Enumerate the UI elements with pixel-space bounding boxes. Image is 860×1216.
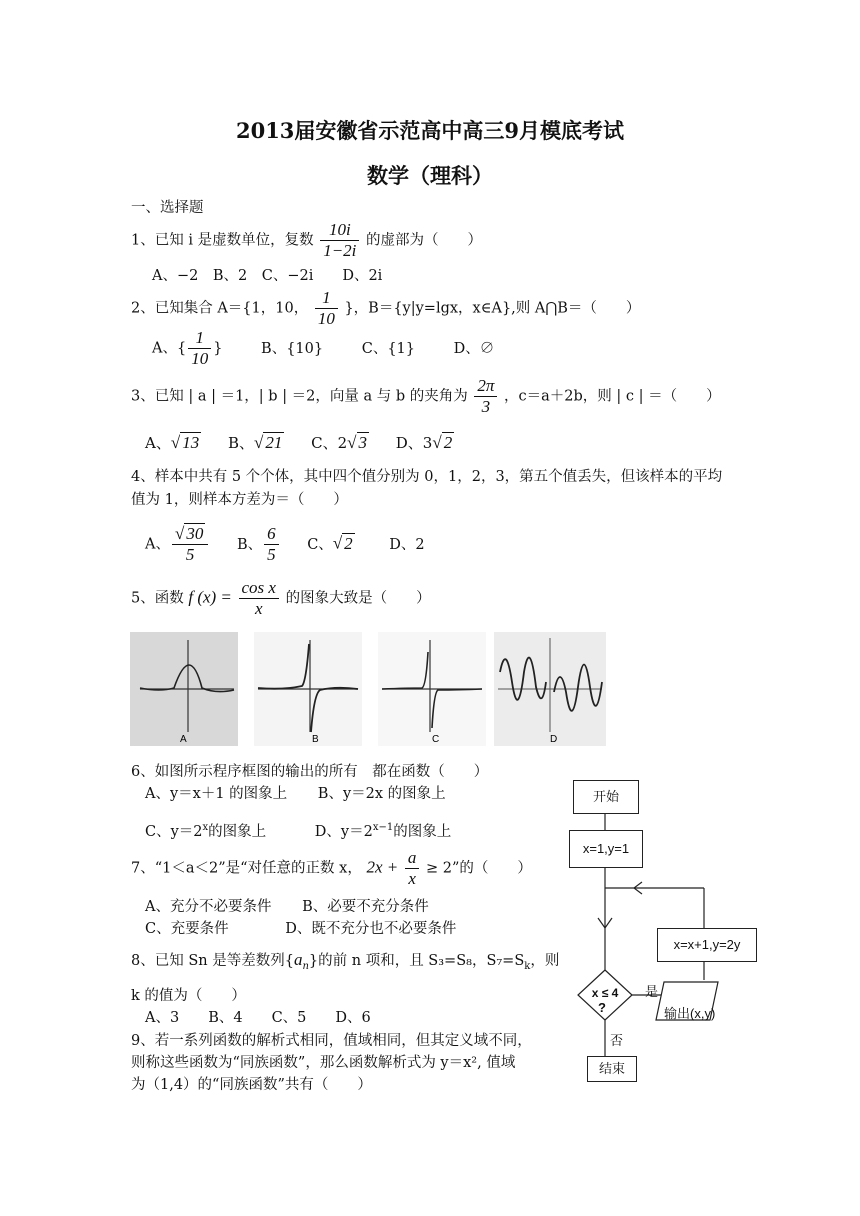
q7-opt-b: B、必要不充分条件	[302, 899, 429, 915]
q2-opt-a-den: 10	[191, 349, 209, 368]
q5-frac-num: cos x	[239, 578, 279, 599]
q9-line3: 为（1,4）的“同族函数”共有（ ）	[131, 1077, 372, 1093]
q3-opt-d-val: 2	[443, 433, 453, 452]
q4-options: A、 $\frac{√ 30}{5}$ B、 $\frac{6}{5}$ C、√ 2 D、2	[145, 524, 425, 564]
q6-opt-d-suffix: 的图象上	[393, 823, 452, 840]
q3-suffix: ，c＝a＋2b，则 | c | ＝（ ）	[504, 388, 721, 405]
q7-frac-num: a	[405, 848, 420, 869]
q7-opt-a: A、充分不必要条件	[145, 899, 272, 915]
q4-opt-a-den: 5	[185, 545, 195, 564]
flowchart-update: x=x+1,y=2y	[657, 928, 757, 962]
question-1	[131, 220, 482, 261]
q8-suffix: }的前 n 项和，且 S₃=S₈，S₇=S	[308, 953, 525, 969]
q4-opt-a-fraction: $\frac{√ 30}{5}$	[172, 524, 208, 565]
q6-opt-c-suffix: 的图象上	[208, 823, 267, 840]
q6-opt-d: D、y＝2	[314, 823, 373, 840]
q2-suffix: }，B＝{y|y=lgx，x∈A},则 A⋂B＝（ ）	[344, 300, 641, 317]
q4-opt-b-fraction	[264, 524, 279, 565]
q4-opt-b-num: 6	[264, 524, 279, 545]
q2-frac-num: 1	[315, 288, 338, 309]
flowchart-init: x=1,y=1	[569, 830, 643, 868]
q2-opt-a-fraction	[188, 328, 211, 369]
q4-opt-b: B、	[236, 536, 263, 553]
q4-opt-c: C、	[307, 536, 333, 553]
q9-line1: 9、若一系列函数的解析式相同，值域相同，但其定义域不同，	[131, 1033, 532, 1049]
q7-expr-pre: 2x +	[366, 857, 399, 877]
q7-fraction	[405, 848, 420, 889]
q7-options-ab	[145, 897, 429, 917]
q1-suffix: 的虚部为（ ）	[366, 232, 483, 249]
q6-options-ab	[145, 784, 446, 804]
section-heading: 一、选择题	[131, 200, 204, 216]
q3-fraction	[474, 376, 497, 417]
q2-opt-a-prefix: A、{	[152, 340, 187, 357]
q6-options-cd	[145, 818, 451, 842]
q3-prefix: 3、已知 | a | ＝1，| b | ＝2，向量 a 与 b 的夹角为	[131, 388, 468, 405]
flowchart-condition: x ≤ 4	[591, 986, 619, 1000]
q2-prefix: 2、已知集合 A＝{1，10，	[131, 300, 309, 317]
q5-figure-d-label: D	[550, 734, 558, 745]
q8-prefix: 8、已知 Sn 是等差数列{	[131, 953, 294, 969]
q2-options	[152, 328, 494, 369]
q2-frac-den: 10	[317, 309, 335, 328]
flowchart-yes-label: 是	[645, 984, 659, 999]
q4-line1: 4、样本中共有 5 个个体，其中四个值分别为 0，1，2，3，第五个值丢失，但该样本的平均	[131, 469, 723, 485]
q2-opt-c: C、{1}	[361, 340, 415, 357]
q3-options: A、√ 13 B、√ 21 C、2√ 3 D、3√ 2	[145, 433, 453, 452]
q5-figure-b	[254, 632, 362, 746]
q1-frac-num: 10i	[320, 220, 359, 241]
q5-figure-c-label: C	[432, 734, 440, 745]
q3-opt-b: B、	[227, 434, 254, 452]
q2-opt-d: D、∅	[453, 340, 495, 357]
question-2	[131, 288, 640, 329]
q4-opt-d: D、2	[389, 536, 425, 553]
flowchart-end: 结束	[587, 1056, 637, 1082]
q3-opt-c-val: 3	[358, 433, 367, 452]
q1-prefix: 1、已知 i 是虚数单位，复数	[131, 232, 314, 249]
page-title: 2013届安徽省示范高中高三9月模底考试	[235, 118, 625, 143]
flowchart-output: 输出(x,y)	[664, 1006, 716, 1021]
question-8	[131, 950, 559, 977]
q3-opt-c: C、2	[311, 434, 348, 452]
q5-figure-a	[130, 632, 238, 746]
page-subtitle: 数学（理科）	[367, 163, 493, 188]
q3-frac-num: 2π	[474, 376, 497, 397]
q6-line1: 6、如图所示程序框图的输出的所有 都在函数（ ）	[131, 764, 489, 780]
q4-opt-a-num: 30	[186, 524, 204, 543]
q7-expr-post: ≥ 2”的（ ）	[425, 860, 532, 877]
q5-figure-d	[494, 632, 606, 746]
q5-figure-a-label: A	[180, 734, 187, 745]
q2-opt-a-suffix: }	[213, 340, 223, 357]
q1-frac-den: 1−2i	[323, 241, 357, 260]
q4-line2: 值为 1，则样本方差为＝（ ）	[131, 492, 348, 508]
q7-frac-den: x	[408, 869, 416, 888]
q8-seq: a	[293, 950, 303, 969]
q6-opt-a: A、y＝x＋1 的图象上	[145, 786, 288, 802]
q4-opt-a: A、	[145, 536, 170, 553]
q6-opt-d-sup: x−1	[372, 822, 394, 833]
flowchart-condition-q: ?	[598, 1000, 606, 1015]
q5-figure-b-label: B	[312, 734, 319, 745]
question-3	[131, 376, 721, 417]
q2-opt-a-num: 1	[188, 328, 211, 349]
q1-options: A、−2 B、2 C、−2i D、2i	[152, 268, 383, 284]
question-7	[131, 848, 532, 889]
q5-func: f (x) =	[188, 587, 232, 607]
q9-line2: 则称这些函数为“同族函数”，那么函数解析式为 y＝x², 值域	[131, 1055, 516, 1071]
q8-options: A、3 B、4 C、5 D、6	[145, 1010, 371, 1026]
flowchart-no-label: 否	[610, 1033, 624, 1048]
q6-opt-c-sup: x	[202, 822, 209, 833]
q6-opt-b: B、y＝2x 的图象上	[317, 786, 446, 802]
q3-opt-b-val: 21	[265, 433, 283, 452]
q5-fraction	[239, 578, 279, 619]
q4-opt-c-val: 2	[344, 533, 353, 553]
q5-frac-den: x	[254, 599, 263, 618]
q8-suffix-end: ，则	[530, 953, 560, 969]
q8-seq-sub: n	[302, 960, 309, 972]
q4-opt-b-den: 5	[267, 545, 276, 564]
q7-prefix: 7、“1＜a＜2”是“对任意的正数 x，	[131, 860, 362, 877]
q5-figure-c	[378, 632, 486, 746]
q3-opt-a-val: 13	[182, 433, 200, 452]
q5-prefix: 5、函数	[131, 590, 184, 607]
q2-opt-b: B、{10}	[261, 340, 324, 357]
q7-options-cd	[145, 919, 456, 939]
q5-suffix: 的图象大致是（ ）	[285, 590, 431, 607]
question-5	[131, 578, 431, 619]
q3-frac-den: 3	[481, 397, 491, 416]
q3-opt-d: D、3	[395, 434, 433, 452]
q1-fraction	[320, 220, 359, 261]
flowchart-start: 开始	[573, 780, 639, 814]
q3-opt-a: A、	[145, 434, 171, 452]
q7-opt-d: D、既不充分也不必要条件	[285, 921, 457, 937]
q6-opt-c: C、y＝2	[145, 823, 203, 840]
q8-suffix-sub: k	[524, 960, 531, 972]
q7-opt-c: C、充要条件	[145, 921, 229, 937]
q8-line2: k 的值为（ ）	[131, 988, 246, 1004]
q2-fraction	[315, 288, 338, 329]
